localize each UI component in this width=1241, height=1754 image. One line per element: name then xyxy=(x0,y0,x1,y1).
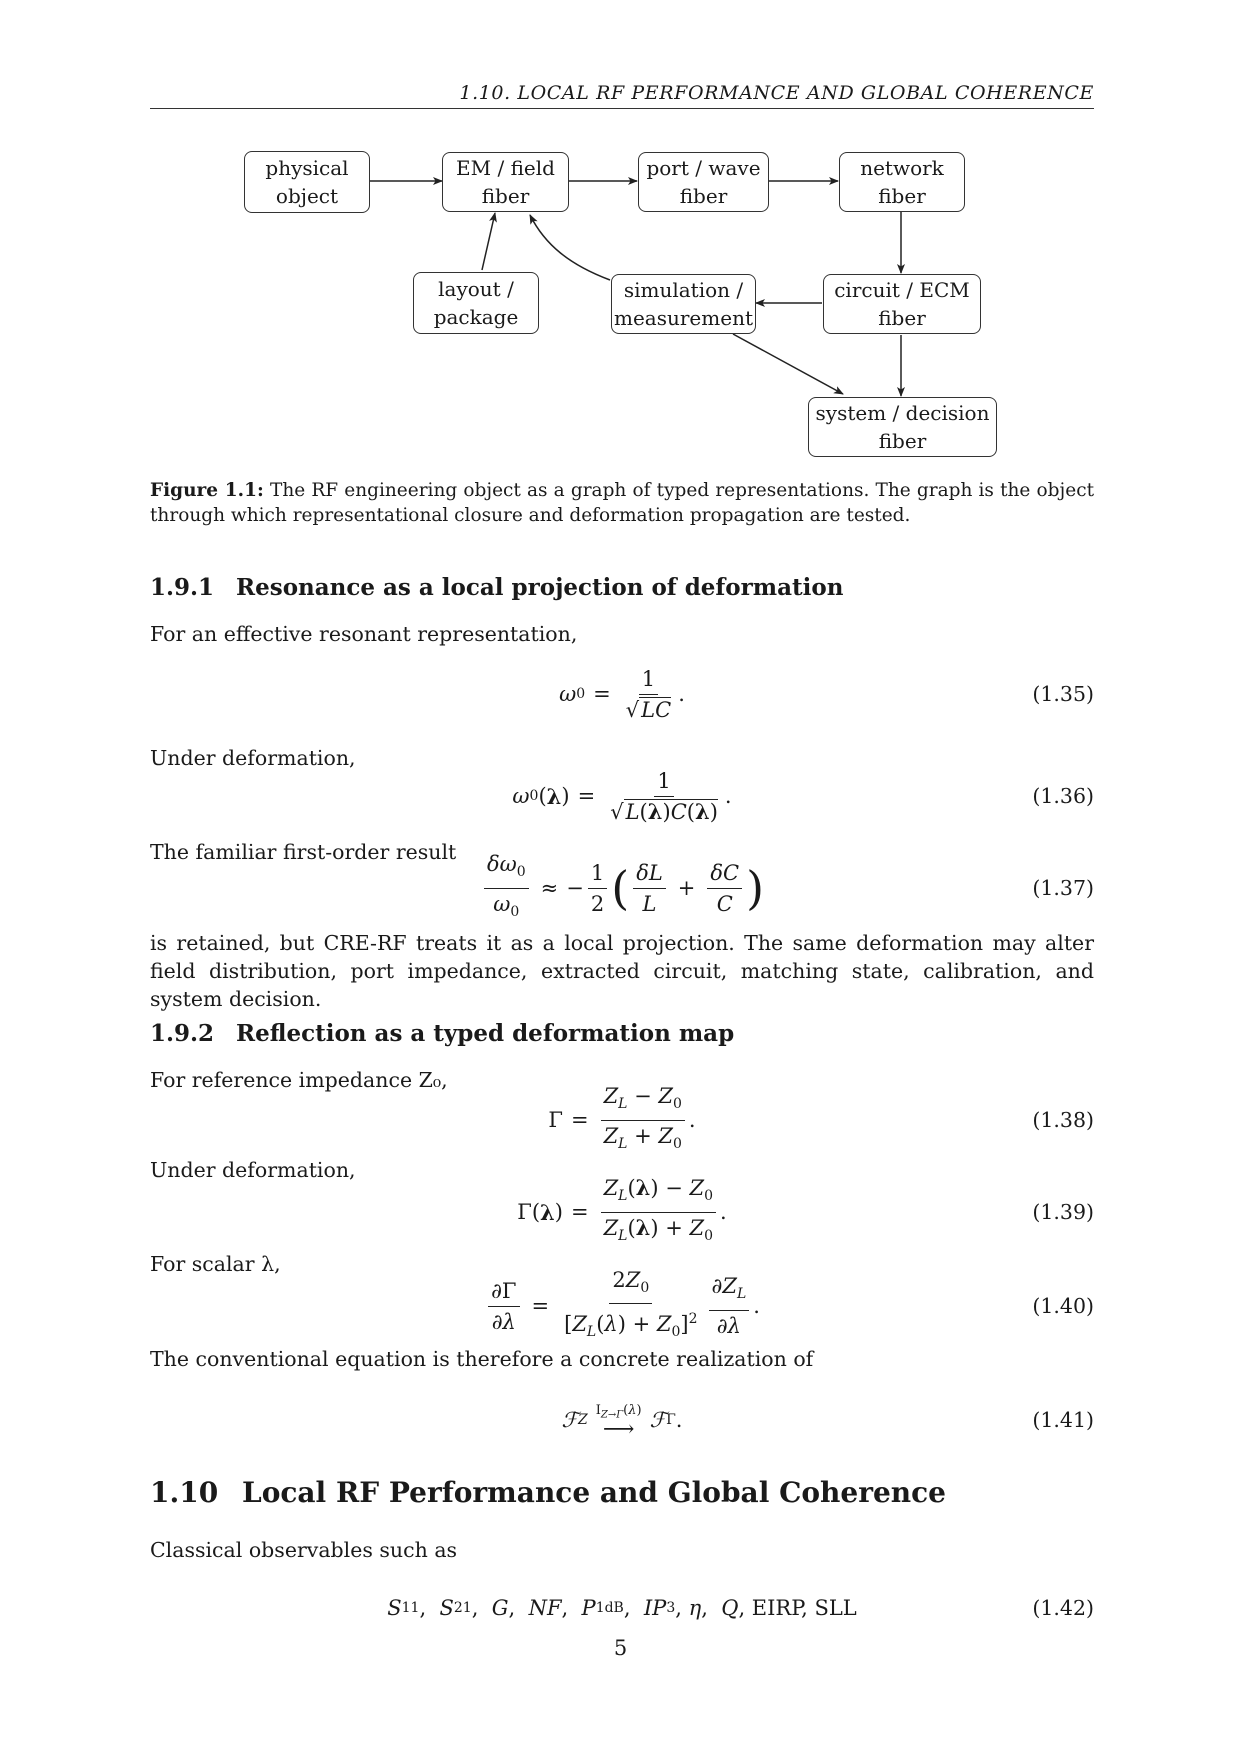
edge-simulation-to-em xyxy=(530,215,610,280)
paragraph-under-deformation-1: Under deformation, xyxy=(150,746,356,770)
node-layout-package: layout / package xyxy=(413,272,539,334)
header-rule xyxy=(150,108,1094,109)
paragraph-local-projection: is retained, but CRE-RF treats it as a local projection. The same deformation may alter field distribution, port impedance, extracted circuit, matching state, calibration, and system decision. xyxy=(150,931,1094,1011)
edge-simulation-to-system xyxy=(733,334,843,394)
paragraph-conventional: The conventional equation is therefore a concrete realization of xyxy=(150,1347,814,1371)
section-heading-1-9-2: 1.9.2 Reflection as a typed deformation map xyxy=(150,1020,735,1047)
page-number: 5 xyxy=(613,1636,628,1660)
equation-1-40: $\frac{\partial\Gamma}{\partial\lambda}$ = $\frac{2Z_0}{[Z_L(\lambda) + Z_0]^2}$ $\frac{\partial Z_L}{\partial\lambda}$ . (1.40) xyxy=(150,1276,1094,1336)
equation-1-35: ω 0 = $\frac{1}{√LC}$ . (1.35) xyxy=(559,666,1094,722)
edge-layout-to-em xyxy=(482,213,495,270)
equation-1-41: ℱ Z $I_{Z\to\Gamma}(\lambda)$ ⟶ ℱ Γ . (1.41) xyxy=(561,1402,1094,1443)
equation-1-36: ω 0 ( λ ) = $\frac{1}{√L(\lambda)C(\lambda)}$ . (1.36) xyxy=(512,768,1094,824)
section-heading-1-10: 1.10 Local RF Performance and Global Coherence xyxy=(150,1476,946,1509)
representation-graph xyxy=(0,140,1241,480)
node-port-wave-fiber: port / wave fiber xyxy=(638,152,769,212)
paragraph-resonant-intro: For an effective resonant representation, xyxy=(150,622,578,646)
figure-caption-text: The RF engineering object as a graph of typed representations. The graph is the object through which representational closure and deformation propagation are tested. xyxy=(150,480,1095,526)
equation-1-38: Γ = $\frac{Z_L - Z_0}{Z_L + Z_0}$ . (1.38) xyxy=(548,1084,1094,1152)
equation-1-37: $\frac{\delta\omega_0}{\omega_0}$ ≈ − $\frac{1}{2}$ ( $\frac{\delta L}{L}$ + $\frac{\delta C}{C}$ ) (1.37) xyxy=(150,858,1094,918)
section-heading-1-9-1: 1.9.1 Resonance as a local projection of deformation xyxy=(150,574,844,601)
node-physical-object: physical object xyxy=(244,151,370,213)
running-head: 1.10. LOCAL RF PERFORMANCE AND GLOBAL COHERENCE xyxy=(459,82,1094,104)
paragraph-scalar-lambda: For scalar λ, xyxy=(150,1252,281,1276)
node-system-decision-fiber: system / decision fiber xyxy=(808,397,997,457)
node-em-field-fiber: EM / field fiber xyxy=(442,152,569,212)
paragraph-reference-impedance: For reference impedance Z₀, xyxy=(150,1068,448,1092)
figure-label: Figure 1.1: xyxy=(150,480,264,501)
node-network-fiber: network fiber xyxy=(839,152,965,212)
paragraph-first-order: The familiar first-order result xyxy=(150,840,457,864)
node-circuit-ecm-fiber: circuit / ECM fiber xyxy=(823,274,981,334)
paragraph-classical-observables: Classical observables such as xyxy=(150,1538,458,1562)
equation-1-39: Γ( λ ) = $\frac{Z_L(\lambda) - Z_0}{Z_L(\lambda) + Z_0}$ . (1.39) xyxy=(517,1175,1094,1244)
equation-1-42: S 11 , S 21 , G , NF , P 1dB , IP 3 , η , Q , EIRP, SLL (1.42) xyxy=(387,1596,1094,1620)
figure-caption xyxy=(150,478,1094,528)
node-simulation-measurement: simulation / measurement xyxy=(611,274,756,334)
paragraph-under-deformation-2: Under deformation, xyxy=(150,1158,356,1182)
